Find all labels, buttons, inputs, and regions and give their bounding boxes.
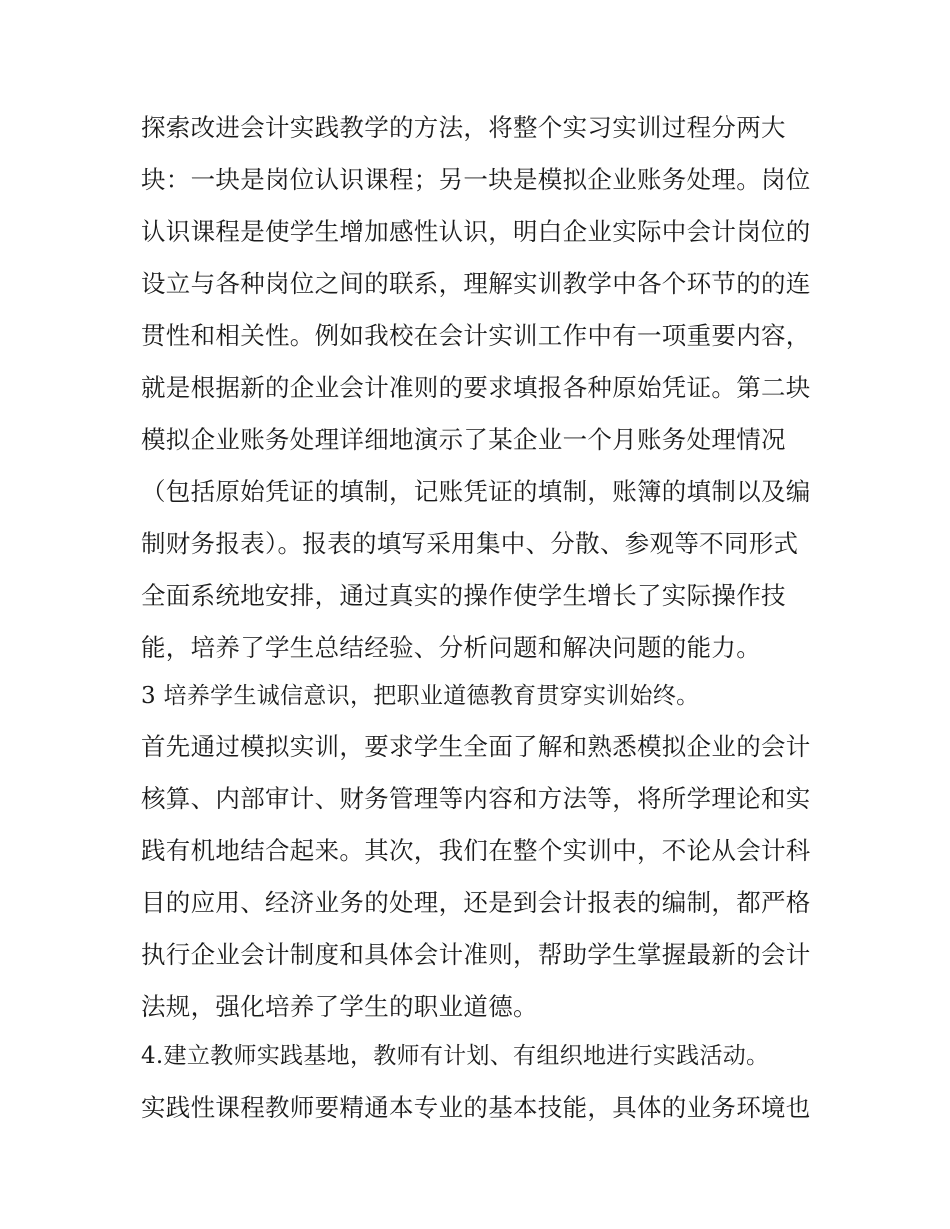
paragraph-line: 践有机地结合起来。其次，我们在整个实训中，不论从会计科: [141, 836, 811, 865]
section-heading: 3 培养学生诚信意识，把职业道德教育贯穿实训始终。: [141, 683, 700, 709]
paragraph-line: 全面系统地安排，通过真实的操作使学生增长了实际操作技: [141, 581, 786, 610]
paragraph-line: 贯性和相关性。例如我校在会计实训工作中有一项重要内容，: [141, 321, 811, 350]
paragraph-line: 探索改进会计实践教学的方法，将整个实习实训过程分两大: [141, 113, 786, 142]
paragraph-line: 实践性课程教师要精通本专业的基本技能，具体的业务环境也: [141, 1093, 811, 1122]
paragraph-line: 核算、内部审计、财务管理等内容和方法等，将所学理论和实: [141, 784, 811, 813]
paragraph-line: （包括原始凭证的填制，记账凭证的填制，账簿的填制以及编: [141, 477, 811, 506]
paragraph-line: 认识课程是使学生增加感性认识，明白企业实际中会计岗位的: [141, 217, 811, 246]
paragraph-line: 模拟企业账务处理详细地演示了某企业一个月账务处理情况: [141, 425, 786, 454]
paragraph-line: 目的应用、经济业务的处理，还是到会计报表的编制，都严格: [141, 888, 811, 917]
paragraph-line: 法规，强化培养了学生的职业道德。: [141, 992, 538, 1021]
paragraph-line: 块：一块是岗位认识课程；另一块是模拟企业账务处理。岗位: [141, 165, 811, 194]
section-heading: 4.建立教师实践基地，教师有计划、有组织地进行实践活动。: [141, 1043, 770, 1069]
paragraph-line: 首先通过模拟实训，要求学生全面了解和熟悉模拟企业的会计: [141, 732, 811, 761]
paragraph-line: 就是根据新的企业会计准则的要求填报各种原始凭证。第二块: [141, 373, 811, 402]
paragraph-line: 设立与各种岗位之间的联系，理解实训教学中各个环节的的连: [141, 269, 811, 298]
paragraph-line: 执行企业会计制度和具体会计准则，帮助学生掌握最新的会计: [141, 940, 811, 969]
paragraph-line: 能，培养了学生总结经验、分析问题和解决问题的能力。: [141, 633, 761, 662]
paragraph-line: 制财务报表）。报表的填写采用集中、分散、参观等不同形式: [141, 529, 799, 558]
